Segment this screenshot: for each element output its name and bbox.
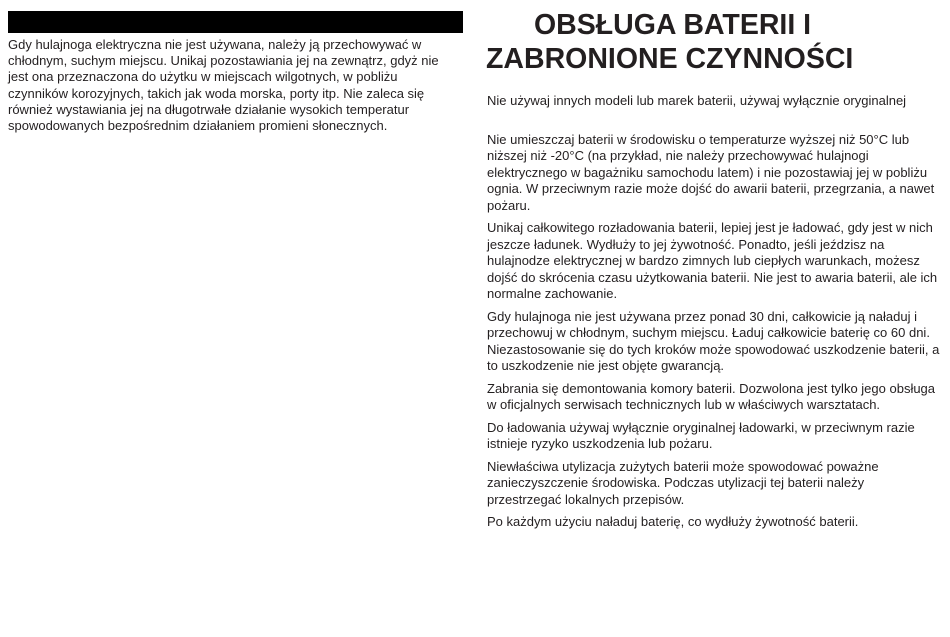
paragraph-temperature: Nie umieszczaj baterii w środowisku o temperaturze wyższej niż 50°C lub niższej niż -20°C (na przykład, nie należy przechowywać hulajnogi elektrycznego w bagażniku samochodu latem) i nie pozostawiaj jej w pobliżu ognia. W przeciwnym razie może dojść do awarii baterii, przegrzania, a nawet pożaru. — [487, 131, 935, 213]
paragraph-disposal: Niewłaściwa utylizacja zużytych baterii może spowodować poważne zanieczyszczenie środowiska. Podczas utylizacji tej baterii należy przestrzegać lokalnych przepisów. — [487, 458, 879, 507]
paragraph-long-storage: Gdy hulajnoga nie jest używana przez ponad 30 dni, całkowicie ją naładuj i przechowuj w chłodnym, suchym miejscu. Ładuj całkowicie baterię co 60 dni. Niezastosowanie się do tych kroków może spowodować uszkodzenie baterii, a to uszkodzenie nie jest objęte gwarancją. — [487, 308, 940, 373]
storage-paragraph: Gdy hulajnoga elektryczna nie jest używana, należy ją przechowywać w chłodnym, suchym miejscu. Unikaj pozostawiania jej na zewnątrz, gdyż nie jest ona przeznaczona do użytku w miejscach wilgotnych, w pobliżu czynników korozyjnych, takich jak woda morska, porty itp. Nie zaleca się również wystawiania jej na długotrwałe działanie wysokich temperatur spowodowanych bezpośrednim działaniem promieni słonecznych. — [8, 37, 439, 134]
paragraph-disassembly: Zabrania się demontowania komory baterii. Dozwolona jest tylko jego obsługa w oficjalnych serwisach technicznych lub w właściwych warsztatach. — [487, 380, 936, 412]
intro-paragraph: Nie używaj innych modeli lub marek baterii, używaj wyłącznie oryginalnej — [487, 93, 907, 108]
paragraph-discharge: Unikaj całkowitego rozładowania baterii, lepiej jest je ładować, gdy jest w nich jeszcze ładunek. Wydłuży to jej żywotność. Ponadto, jeśli jeździsz na hulajnodze elektrycznej w bardzo zimnych lub ciepłych warunkach, możesz dojść do skrócenia czasu użytkowania baterii. Nie jest to awaria baterii, ale ich normalne zachowanie. — [487, 220, 938, 301]
page-title-line-1: OBSŁUGA BATERII I — [534, 9, 812, 41]
battery-instructions — [487, 93, 942, 537]
paragraph-charger: Do ładowania używaj wyłącznie oryginalnej ładowarki, w przeciwnym razie istnieje ryzyko uszkodzenia lub pożaru. — [487, 419, 915, 451]
paragraph-charge-after-use: Po każdym użyciu naładuj baterię, co wydłuży żywotność baterii. — [487, 514, 859, 529]
page-title-line-2: ZABRONIONE CZYNNOŚCI — [486, 43, 854, 75]
page-title — [486, 8, 926, 76]
section-header-bar — [8, 11, 463, 33]
